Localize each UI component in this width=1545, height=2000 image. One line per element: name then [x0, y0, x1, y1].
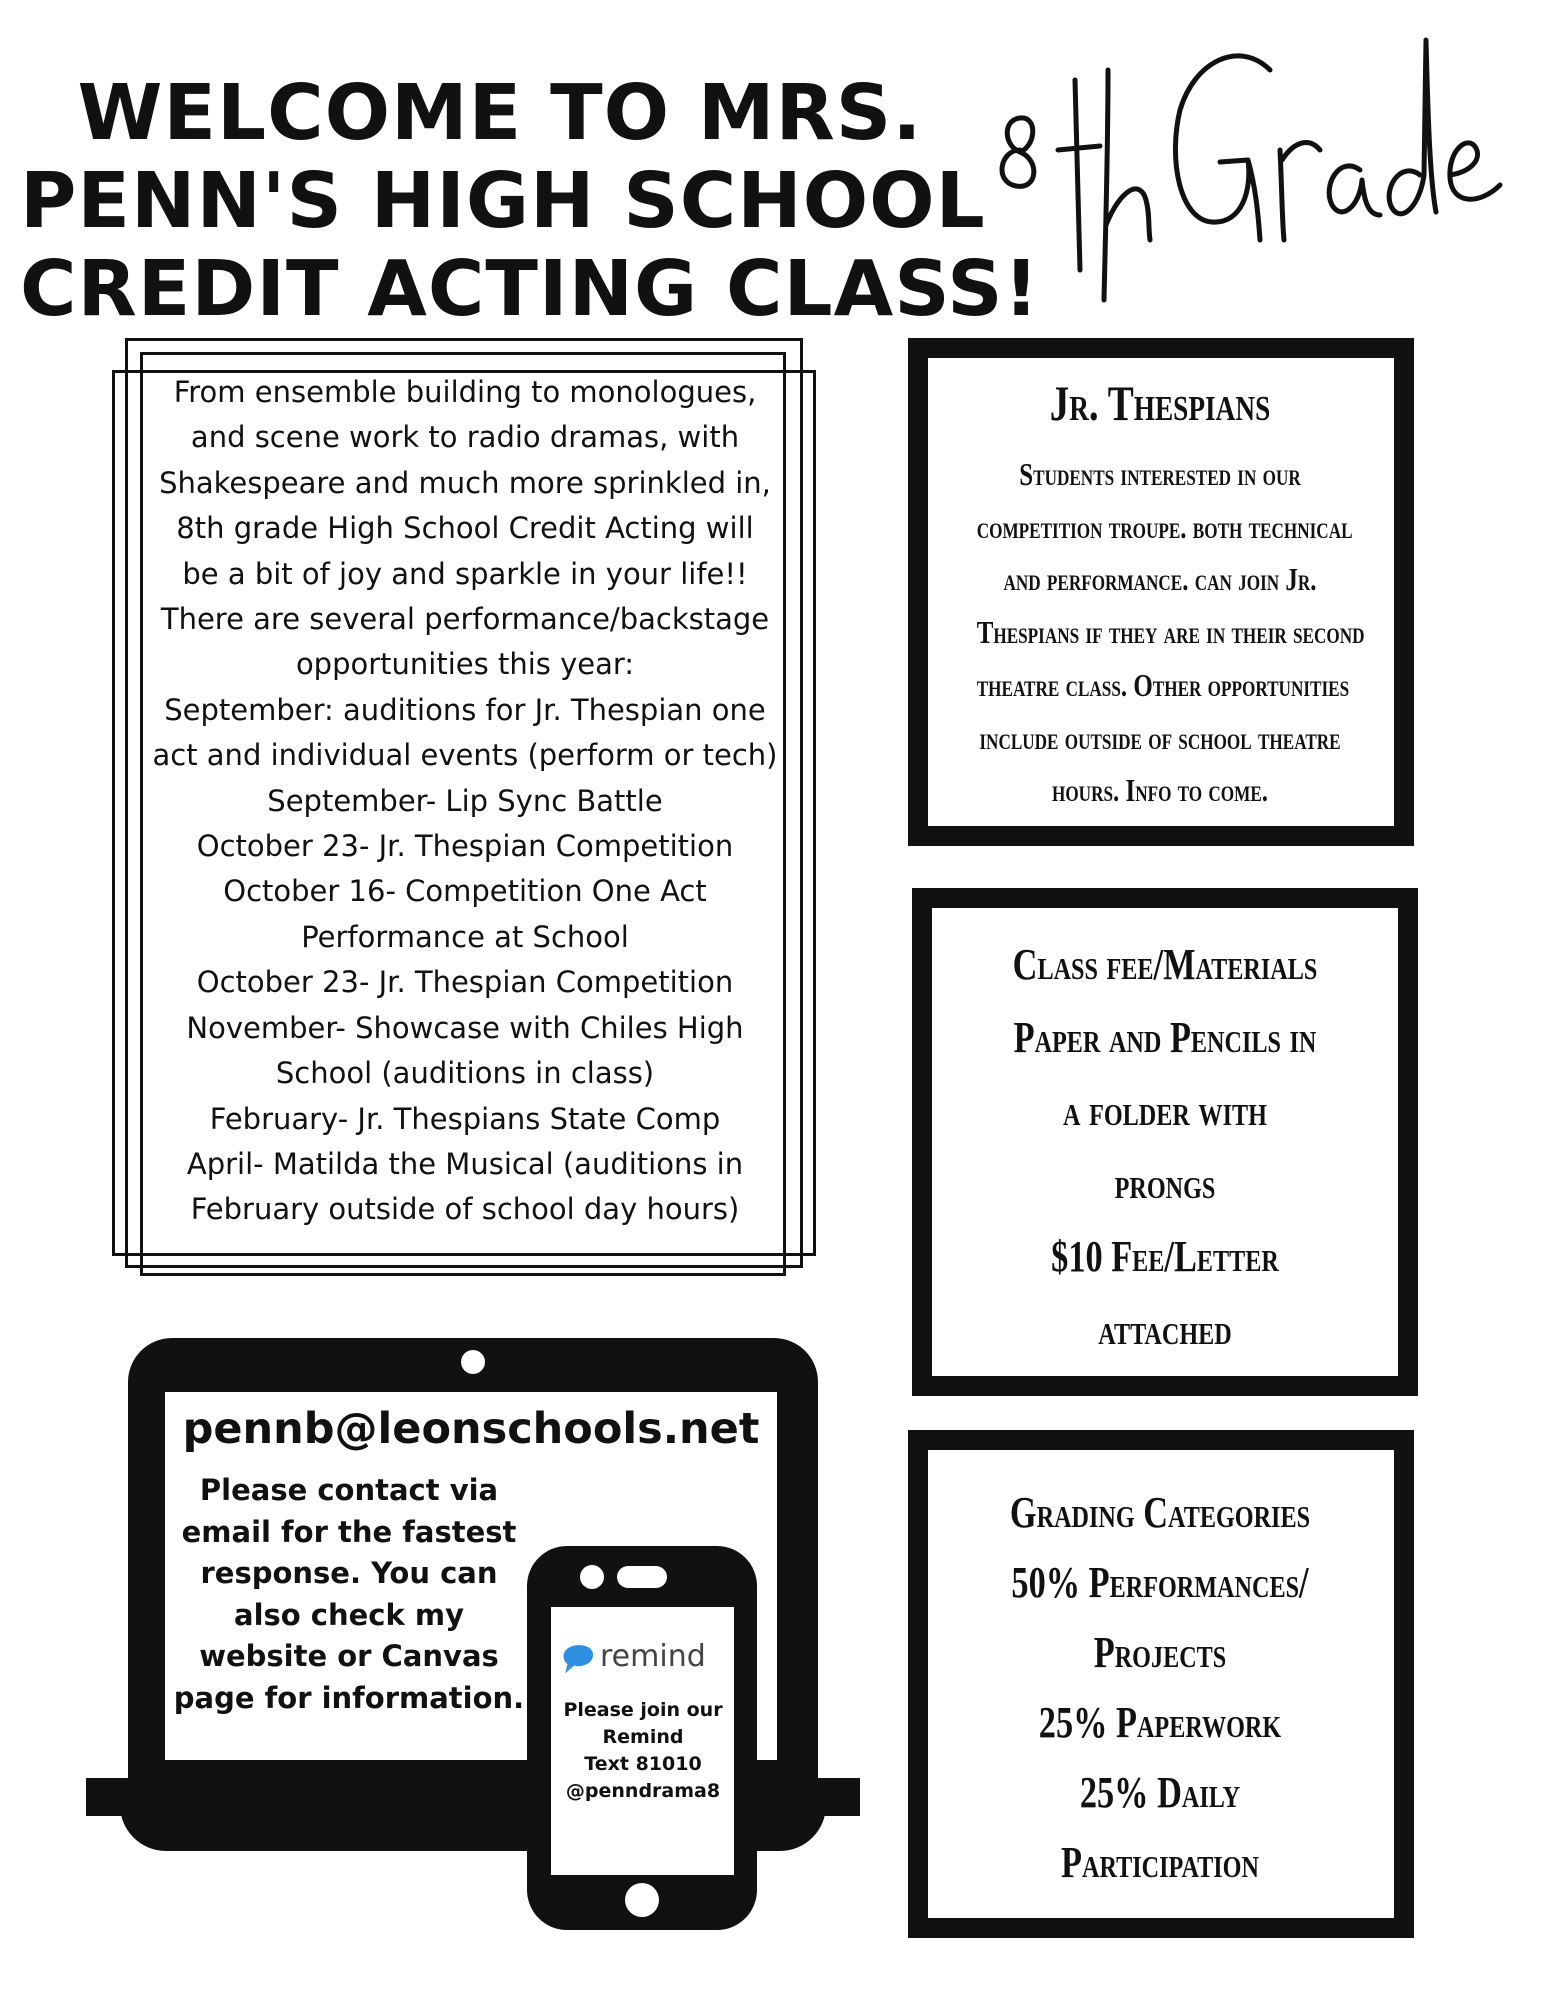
schedule-line: October 23- Jr. Thespian Competition	[196, 965, 734, 1000]
contact-line: website or Canvas	[199, 1639, 499, 1673]
schedule-line: 8th grade High School Credit Acting will	[176, 511, 754, 546]
contact-line: email for the fastest	[181, 1514, 517, 1549]
grading-line: Projects	[1093, 1628, 1227, 1677]
schedule-line: opportunities this year:	[295, 647, 635, 682]
schedule-line: be a bit of joy and sparkle in your life!!	[182, 556, 748, 591]
contact-line: response. You can	[200, 1556, 498, 1590]
title-line-3: CREDIT ACTING CLASS!	[20, 245, 1040, 334]
fees-line: attached	[1098, 1305, 1232, 1354]
thespians-line: and performance. can join Jr.	[1003, 561, 1317, 598]
fees-text	[982, 928, 1349, 1366]
schedule-line: February- Jr. Thespians State Comp	[209, 1101, 721, 1136]
contact-line: page for information.	[173, 1680, 525, 1715]
remind-instructions	[553, 1697, 733, 1805]
page-title	[20, 69, 1040, 334]
grading-line: Grading Categories	[1009, 1488, 1311, 1537]
phone-home-button	[625, 1883, 659, 1917]
grading-line: 25% Daily	[1079, 1768, 1241, 1817]
thespians-line: Students interested in our	[1019, 456, 1301, 492]
thespians-line: theatre class. Other opportunities	[976, 666, 1350, 703]
schedule-line: From ensemble building to monologues,	[173, 375, 757, 409]
grading-text	[981, 1478, 1340, 1898]
remind-logo	[558, 1634, 728, 1680]
title-line-1: WELCOME TO MRS.	[77, 69, 923, 158]
schedule-line: November- Showcase with Chiles High	[186, 1010, 744, 1045]
thespians-line: hours. Info to come.	[1051, 772, 1269, 809]
schedule-line: act and individual events (perform or tech)	[152, 738, 778, 773]
thespians-line: competition troupe. both technical	[976, 508, 1353, 545]
thespians-line: Thespians if they are in their second	[976, 614, 1365, 651]
grading-line: 50% Performances/	[1011, 1558, 1309, 1607]
fees-line: prongs	[1114, 1159, 1216, 1208]
schedule-line: Shakespeare and much more sprinkled in,	[159, 465, 771, 500]
grading-line: Participation	[1061, 1838, 1259, 1887]
phone-camera	[580, 1565, 604, 1589]
contact-line: also check my	[234, 1597, 464, 1632]
fees-line: Paper and Pencils in	[1013, 1013, 1317, 1062]
schedule-line: October 23- Jr. Thespian Competition	[196, 829, 734, 864]
fees-line: $10 Fee/Letter	[1051, 1232, 1279, 1281]
schedule-line: School (auditions in class)	[275, 1056, 655, 1091]
remind-line: Please join our	[563, 1699, 723, 1721]
remind-logo-text: remind	[600, 1639, 706, 1674]
thespians-line: include outside of school theatre	[979, 719, 1341, 756]
grading-line: 25% Paperwork	[1038, 1698, 1282, 1747]
schedule-line: September: auditions for Jr. Thespian one	[164, 692, 766, 727]
schedule-line: Performance at School	[301, 919, 629, 954]
thespians-title: Jr. Thespians	[1049, 375, 1271, 431]
thespians-body	[976, 448, 1365, 817]
fees-line: Class fee/Materials	[1012, 940, 1318, 989]
schedule-text	[145, 370, 785, 1233]
phone-speaker	[617, 1566, 667, 1588]
contact-line: Please contact via	[199, 1473, 499, 1507]
remind-line: @penndrama8	[565, 1780, 721, 1802]
grade-script-lettering	[980, 0, 1540, 330]
schedule-line: February outside of school day hours)	[190, 1192, 740, 1227]
schedule-line: There are several performance/backstage	[160, 602, 770, 637]
contact-message	[168, 1470, 530, 1719]
remind-line: Text 81010	[584, 1753, 702, 1775]
schedule-line: October 16- Competition One Act	[223, 874, 707, 909]
schedule-line: September- Lip Sync Battle	[267, 783, 663, 818]
schedule-line: and scene work to radio dramas, with	[190, 420, 740, 455]
schedule-line: April- Matilda the Musical (auditions in	[186, 1146, 744, 1181]
title-line-2: PENN'S HIGH SCHOOL	[20, 157, 986, 246]
laptop-camera	[461, 1350, 485, 1374]
contact-email: pennb@leonschools.net	[182, 1404, 760, 1454]
remind-bubble-icon	[564, 1646, 593, 1672]
fees-line: a folder with	[1063, 1086, 1267, 1135]
remind-line: Remind	[602, 1726, 684, 1748]
